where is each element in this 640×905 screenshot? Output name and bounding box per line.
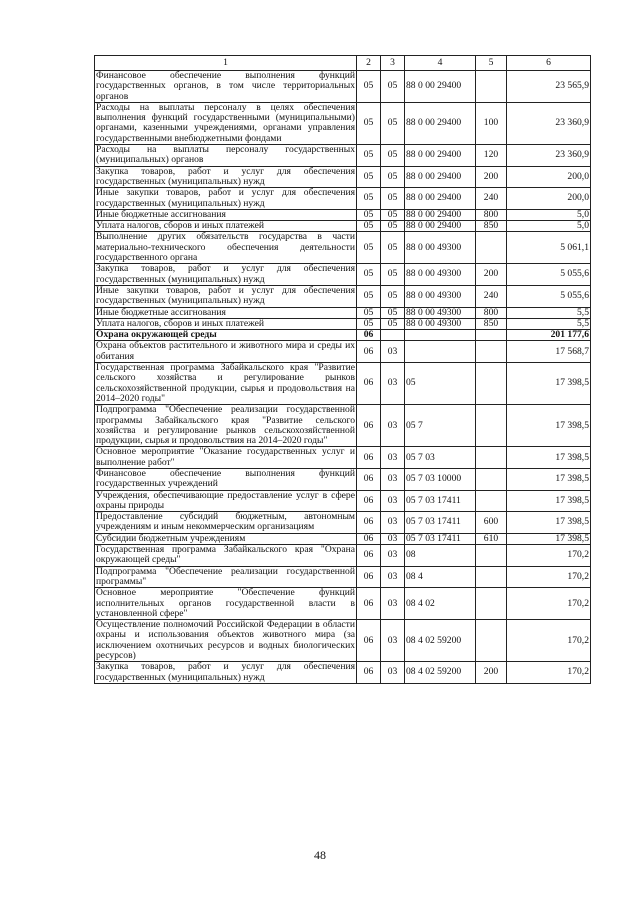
expense-type-cell: 600 bbox=[476, 512, 507, 534]
amount-cell: 200,0 bbox=[507, 166, 591, 188]
amount-cell: 17 398,5 bbox=[507, 363, 591, 405]
section-code-cell: 06 bbox=[357, 405, 381, 447]
amount-cell: 5,0 bbox=[507, 221, 591, 232]
section-code-cell: 05 bbox=[357, 264, 381, 286]
table-row bbox=[95, 285, 591, 307]
amount-cell: 17 398,5 bbox=[507, 468, 591, 490]
table-row bbox=[95, 166, 591, 188]
column-header: 2 bbox=[357, 56, 381, 71]
amount-cell: 17 398,5 bbox=[507, 533, 591, 544]
row-name-cell: Расходы на выплаты персоналу государственных (муниципальных) органов bbox=[96, 144, 355, 166]
expense-type-cell bbox=[476, 341, 507, 363]
amount-cell: 17 398,5 bbox=[507, 512, 591, 534]
target-article-cell: 05 7 03 17411 bbox=[405, 512, 476, 534]
table-row bbox=[95, 232, 591, 264]
table-row bbox=[95, 490, 591, 512]
table-row bbox=[95, 468, 591, 490]
table-row bbox=[95, 318, 591, 329]
section-code-cell: 05 bbox=[357, 232, 381, 264]
target-article-cell: 88 0 00 29400 bbox=[405, 166, 476, 188]
subsection-code-cell: 05 bbox=[381, 188, 405, 210]
subsection-code-cell: 05 bbox=[381, 264, 405, 286]
expense-type-cell: 100 bbox=[476, 102, 507, 144]
target-article-cell bbox=[405, 341, 476, 363]
column-header: 1 bbox=[95, 56, 357, 71]
table-row bbox=[95, 145, 591, 167]
subsection-code-cell: 05 bbox=[381, 209, 405, 220]
section-code-cell: 06 bbox=[357, 490, 381, 512]
table-header-row bbox=[95, 56, 591, 71]
table-row bbox=[95, 588, 591, 620]
subsection-code-cell: 05 bbox=[381, 285, 405, 307]
target-article-cell: 88 0 00 29400 bbox=[405, 145, 476, 167]
row-name-cell: Предоставление субсидий бюджетным, автономным учреждениям и иным некоммерческим организациям bbox=[96, 511, 355, 533]
amount-cell: 170,2 bbox=[507, 566, 591, 588]
amount-cell: 5,5 bbox=[507, 318, 591, 329]
amount-cell: 170,2 bbox=[507, 620, 591, 662]
expense-type-cell bbox=[476, 232, 507, 264]
target-article-cell: 08 4 02 bbox=[405, 588, 476, 620]
amount-cell: 17 398,5 bbox=[507, 490, 591, 512]
expense-type-cell: 120 bbox=[476, 145, 507, 167]
subsection-code-cell: 03 bbox=[381, 405, 405, 447]
expense-type-cell bbox=[476, 447, 507, 469]
expense-type-cell bbox=[476, 468, 507, 490]
target-article-cell: 05 7 03 17411 bbox=[405, 533, 476, 544]
target-article-cell: 05 7 03 10000 bbox=[405, 468, 476, 490]
table-row bbox=[95, 363, 591, 405]
subsection-code-cell: 03 bbox=[381, 341, 405, 363]
section-code-cell: 06 bbox=[357, 341, 381, 363]
subsection-code-cell bbox=[381, 330, 405, 341]
expense-type-cell bbox=[476, 363, 507, 405]
target-article-cell: 88 0 00 49300 bbox=[405, 318, 476, 329]
row-name-cell: Уплата налогов, сборов и иных платежей bbox=[95, 318, 357, 329]
amount-cell: 17 398,5 bbox=[507, 447, 591, 469]
amount-cell: 200,0 bbox=[507, 188, 591, 210]
row-name-cell: Основное мероприятие "Обеспечение функций исполнительных органов государственной власти в установленной сфере" bbox=[96, 587, 355, 619]
expense-type-cell: 240 bbox=[476, 285, 507, 307]
amount-cell: 5 055,6 bbox=[507, 264, 591, 286]
table-row bbox=[95, 545, 591, 567]
table-body bbox=[95, 71, 591, 684]
row-name-cell: Финансовое обеспечение выполнения функций государственных органов, в том числе территориальных органов bbox=[96, 70, 355, 102]
amount-cell: 17 398,5 bbox=[507, 405, 591, 447]
target-article-cell: 05 bbox=[405, 363, 476, 405]
table-row bbox=[95, 330, 591, 341]
table-row bbox=[95, 188, 591, 210]
target-article-cell: 05 7 bbox=[405, 405, 476, 447]
section-code-cell: 05 bbox=[357, 188, 381, 210]
table-row bbox=[95, 102, 591, 144]
section-code-cell: 05 bbox=[357, 71, 381, 103]
amount-cell: 23 360,9 bbox=[507, 145, 591, 167]
subsection-code-cell: 03 bbox=[381, 588, 405, 620]
expense-type-cell: 850 bbox=[476, 318, 507, 329]
row-name-cell: Государственная программа Забайкальского края "Охрана окружающей среды" bbox=[96, 544, 355, 566]
section-code-cell: 05 bbox=[357, 209, 381, 220]
section-code-cell: 06 bbox=[357, 620, 381, 662]
subsection-code-cell: 05 bbox=[381, 71, 405, 103]
subsection-code-cell: 03 bbox=[381, 533, 405, 544]
section-code-cell: 06 bbox=[357, 468, 381, 490]
table-row bbox=[95, 566, 591, 588]
row-name-cell: Иные бюджетные ассигнования bbox=[95, 209, 357, 220]
amount-cell: 23 565,9 bbox=[507, 71, 591, 103]
table-row bbox=[95, 307, 591, 318]
subsection-code-cell: 05 bbox=[381, 318, 405, 329]
target-article-cell bbox=[405, 330, 476, 341]
expense-type-cell bbox=[476, 545, 507, 567]
expense-type-cell: 240 bbox=[476, 188, 507, 210]
section-code-cell: 06 bbox=[357, 512, 381, 534]
target-article-cell: 88 0 00 49300 bbox=[405, 307, 476, 318]
row-name-cell: Финансовое обеспечение выполнения функций государственных учреждений bbox=[96, 467, 355, 490]
expense-type-cell: 610 bbox=[476, 533, 507, 544]
row-name-cell: Иные закупки товаров, работ и услуг для обеспечения государственных (муниципальных) нужд bbox=[96, 187, 355, 209]
target-article-cell: 88 0 00 49300 bbox=[405, 232, 476, 264]
budget-table bbox=[94, 55, 591, 684]
row-name-cell: Закупка товаров, работ и услуг для обеспечения государственных (муниципальных) нужд bbox=[96, 263, 355, 285]
section-code-cell: 06 bbox=[357, 566, 381, 588]
row-name-cell: Подпрограмма "Обеспечение реализации государственной программы Забайкальского края "Развитие сельского хозяйства и регулирование рынков сельскохозяйственной продукции, сырья и продовольствия на 2014–2020 годы" bbox=[96, 404, 355, 447]
row-name-cell: Основное мероприятие "Оказание государственных услуг и выполнение работ" bbox=[96, 446, 355, 468]
section-code-cell: 05 bbox=[357, 102, 381, 144]
target-article-cell: 88 0 00 29400 bbox=[405, 102, 476, 144]
expense-type-cell bbox=[476, 566, 507, 588]
target-article-cell: 88 0 00 49300 bbox=[405, 264, 476, 286]
subsection-code-cell: 05 bbox=[381, 145, 405, 167]
row-name-cell: Иные бюджетные ассигнования bbox=[95, 307, 357, 318]
expense-type-cell bbox=[476, 588, 507, 620]
expense-type-cell: 800 bbox=[476, 307, 507, 318]
target-article-cell: 88 0 00 29400 bbox=[405, 221, 476, 232]
column-header: 5 bbox=[476, 56, 507, 71]
amount-cell: 5,0 bbox=[507, 209, 591, 220]
amount-cell: 201 177,6 bbox=[507, 330, 591, 341]
page-number: 48 bbox=[314, 848, 326, 862]
expense-type-cell: 200 bbox=[476, 264, 507, 286]
section-code-cell: 06 bbox=[357, 330, 381, 341]
table-row bbox=[95, 209, 591, 220]
subsection-code-cell: 03 bbox=[381, 545, 405, 567]
target-article-cell: 05 7 03 17411 bbox=[405, 490, 476, 512]
row-name-cell: Закупка товаров, работ и услуг для обеспечения государственных (муниципальных) нужд bbox=[96, 165, 355, 187]
section-code-cell: 05 bbox=[357, 166, 381, 188]
row-name-cell: Учреждения, обеспечивающие предоставление услуг в сфере охраны природы bbox=[96, 489, 355, 511]
table-row bbox=[95, 221, 591, 232]
target-article-cell: 88 0 00 29400 bbox=[405, 71, 476, 103]
expense-type-cell bbox=[476, 71, 507, 103]
amount-cell: 5 055,6 bbox=[507, 285, 591, 307]
subsection-code-cell: 05 bbox=[381, 221, 405, 232]
section-code-cell: 05 bbox=[357, 285, 381, 307]
section-code-cell: 06 bbox=[357, 545, 381, 567]
target-article-cell: 88 0 00 29400 bbox=[405, 209, 476, 220]
target-article-cell: 08 4 02 59200 bbox=[405, 662, 476, 684]
target-article-cell: 08 4 02 59200 bbox=[405, 620, 476, 662]
section-code-cell: 05 bbox=[357, 307, 381, 318]
target-article-cell: 88 0 00 29400 bbox=[405, 188, 476, 210]
amount-cell: 17 568,7 bbox=[507, 341, 591, 363]
section-code-cell: 05 bbox=[357, 318, 381, 329]
row-name-cell: Иные закупки товаров, работ и услуг для обеспечения государственных (муниципальных) нужд bbox=[96, 284, 355, 307]
table-row bbox=[95, 512, 591, 534]
amount-cell: 170,2 bbox=[507, 545, 591, 567]
section-code-cell: 06 bbox=[357, 447, 381, 469]
subsection-code-cell: 03 bbox=[381, 620, 405, 662]
table-row bbox=[95, 533, 591, 544]
table-row bbox=[95, 341, 591, 363]
subsection-code-cell: 03 bbox=[381, 490, 405, 512]
table-row bbox=[95, 447, 591, 469]
expense-type-cell bbox=[476, 330, 507, 341]
table-row bbox=[95, 662, 591, 684]
expense-type-cell bbox=[476, 405, 507, 447]
subsection-code-cell: 03 bbox=[381, 512, 405, 534]
row-name-cell: Подпрограмма "Обеспечение реализации государственной программы" bbox=[96, 565, 355, 587]
subsection-code-cell: 03 bbox=[381, 662, 405, 684]
table-row bbox=[95, 405, 591, 447]
row-name-cell: Охрана объектов растительного и животного мира и среды их обитания bbox=[96, 340, 355, 362]
column-header: 6 bbox=[507, 56, 591, 71]
row-name-cell: Уплата налогов, сборов и иных платежей bbox=[95, 221, 357, 232]
row-name-cell: Закупка товаров, работ и услуг для обеспечения государственных (муниципальных) нужд bbox=[96, 661, 355, 683]
target-article-cell: 05 7 03 bbox=[405, 447, 476, 469]
section-code-cell: 06 bbox=[357, 588, 381, 620]
table-row bbox=[95, 71, 591, 103]
target-article-cell: 08 bbox=[405, 545, 476, 567]
subsection-code-cell: 05 bbox=[381, 166, 405, 188]
row-name-cell: Охрана окружающей среды bbox=[95, 330, 357, 341]
expense-type-cell: 200 bbox=[476, 662, 507, 684]
row-name-cell: Осуществление полномочий Российской Федерации в области охраны и использования объектов животного мира (за исключением охотничьих ресурсов и водных биологических ресурсов) bbox=[96, 619, 355, 662]
column-header: 4 bbox=[405, 56, 476, 71]
expense-type-cell bbox=[476, 490, 507, 512]
amount-cell: 170,2 bbox=[507, 662, 591, 684]
amount-cell: 170,2 bbox=[507, 588, 591, 620]
row-name-cell: Выполнение других обязательств государства в части материально-технического обеспечения деятельности государственного органа bbox=[96, 231, 355, 264]
subsection-code-cell: 03 bbox=[381, 566, 405, 588]
expense-type-cell bbox=[476, 620, 507, 662]
amount-cell: 23 360,9 bbox=[507, 102, 591, 144]
subsection-code-cell: 05 bbox=[381, 102, 405, 144]
section-code-cell: 06 bbox=[357, 662, 381, 684]
table-row bbox=[95, 620, 591, 662]
expense-type-cell: 850 bbox=[476, 221, 507, 232]
subsection-code-cell: 03 bbox=[381, 447, 405, 469]
subsection-code-cell: 03 bbox=[381, 363, 405, 405]
amount-cell: 5,5 bbox=[507, 307, 591, 318]
table-row bbox=[95, 264, 591, 286]
subsection-code-cell: 05 bbox=[381, 307, 405, 318]
expense-type-cell: 800 bbox=[476, 209, 507, 220]
row-name-cell: Государственная программа Забайкальского края "Развитие сельского хозяйства и регулирование рынков сельскохозяйственной продукции, сырья и продовольствия на 2014–2020 годы" bbox=[96, 362, 355, 404]
row-name-cell: Субсидии бюджетным учреждениям bbox=[95, 533, 357, 544]
expense-type-cell: 200 bbox=[476, 166, 507, 188]
section-code-cell: 05 bbox=[357, 221, 381, 232]
amount-cell: 5 061,1 bbox=[507, 232, 591, 264]
column-header: 3 bbox=[381, 56, 405, 71]
subsection-code-cell: 03 bbox=[381, 468, 405, 490]
row-name-cell: Расходы на выплаты персоналу в целях обеспечения выполнения функций государственными (муниципальными) органами, казенными учреждениями, органами управления государственными внебюджетными фондами bbox=[96, 101, 355, 144]
section-code-cell: 06 bbox=[357, 363, 381, 405]
section-code-cell: 06 bbox=[357, 533, 381, 544]
section-code-cell: 05 bbox=[357, 145, 381, 167]
target-article-cell: 08 4 bbox=[405, 566, 476, 588]
subsection-code-cell: 05 bbox=[381, 232, 405, 264]
target-article-cell: 88 0 00 49300 bbox=[405, 285, 476, 307]
